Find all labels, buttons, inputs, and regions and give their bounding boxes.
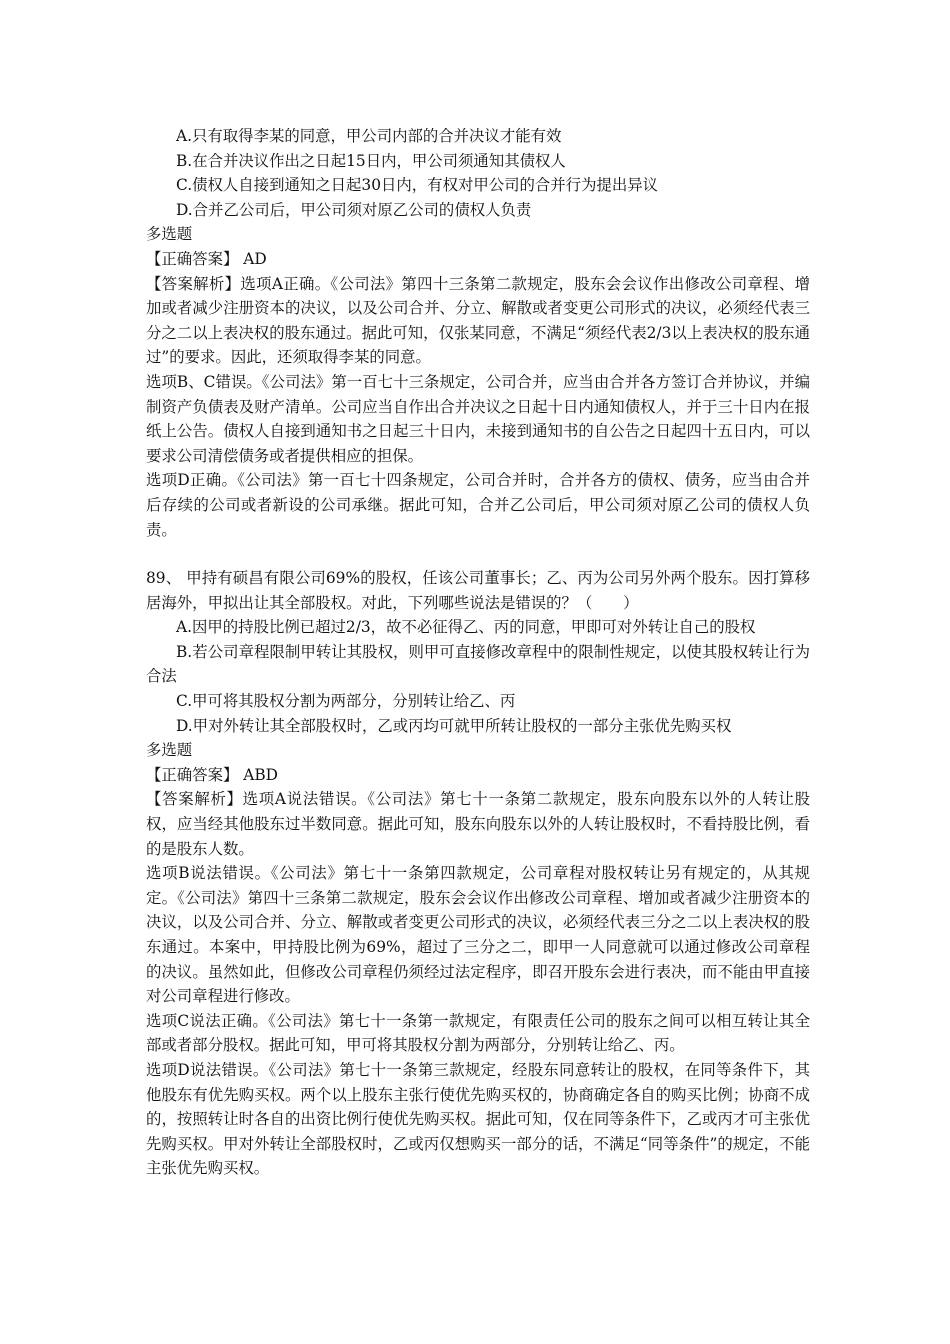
q89-analysis-b: 选项B说法错误。《公司法》第七十一条第四款规定，公司章程对股权转让另有规定的，从其规定。《公司法》第四十三条第二款规定，股东会会议作出修改公司章程、增加或者减少注册资本的决议，以及公司合并、分立、解散或者变更公司形式的决议，必须经代表三分之二以上表决权的股东通过。本案中，甲持股比例为69%，超过了三分之二，即甲一人同意就可以通过修改公司章程的决议。虽然如此，但修改公司章程仍须经过法定程序，即召开股东会进行表决，而不能由甲直接对公司章程进行修改。: [146, 864, 810, 1006]
q89-option-d: D.甲对外转让其全部股权时，乙或丙均可就甲所转让股权的一部分主张优先购买权: [176, 716, 732, 735]
q89-analysis-d: 选项D说法错误。《公司法》第七十一条第三款规定，经股东同意转让的股权，在同等条件下，其他股东有优先购买权。两个以上股东主张行使优先购买权的，协商确定各自的购买比例；协商不成的，按照转让时各自的出资比例行使优先购买权。据此可知，仅在同等条件下，乙或丙才可主张优先购买权。甲对外转让全部股权时，乙或丙仅想购买一部分的话，不满足“同等条件”的规定，不能主张优先购买权。: [146, 1060, 810, 1178]
question-89: [146, 566, 810, 1181]
q88-option-b: B.在合并决议作出之日起15日内，甲公司须通知其债权人: [176, 151, 566, 170]
q89-question-type: 多选题: [146, 741, 193, 760]
q89-option-b: B.若公司章程限制甲转让其股权，则甲可直接修改章程中的限制性规定，以使其股权转让行为合法: [146, 642, 810, 686]
q88-analysis-bc: 选项B、C错误。《公司法》第一百七十三条规定，公司合并，应当由合并各方签订合并协议，并编制资产负债表及财产清单。公司应当自作出合并决议之日起十日内通知债权人，并于三十日内在报纸上公告。债权人自接到通知书之日起三十日内，未接到通知书的自公告之日起四十五日内，可以要求公司清偿债务或者提供相应的担保。: [146, 372, 810, 465]
q88-option-a: A.只有取得李某的同意，甲公司内部的合并决议才能有效: [176, 127, 562, 145]
q88-analysis-d: 选项D正确。《公司法》第一百七十四条规定，公司合并时，合并各方的债权、债务，应当由合并后存续的公司或者新设的公司承继。据此可知，合并乙公司后，甲公司须对原乙公司的债权人负责。: [146, 471, 810, 539]
q88-question-type: 多选题: [146, 225, 193, 244]
q88-option-c: C.债权人自接到通知之日起30日内，有权对甲公司的合并行为提出异议: [176, 176, 659, 195]
q89-analysis-c: 选项C说法正确。《公司法》第七十一条第一款规定，有限责任公司的股东之间可以相互转让其全部或者部分股权。据此可知，甲可将其股权分割为两部分，分别转让给乙、丙。: [146, 1011, 810, 1055]
q88-correct-answer: 【正确答案】 AD: [146, 249, 267, 268]
q88-analysis-a: 【答案解析】选项A正确。《公司法》第四十三条第二款规定，股东会会议作出修改公司章程、增加或者减少注册资本的决议，以及公司合并、分立、解散或者变更公司形式的决议，必须经代表三分之二以上表决权的股东通过。据此可知，仅张某同意，不满足“须经代表2/3以上表决权的股东通过”的要求。因此，还须取得李某的同意。: [146, 274, 810, 367]
q89-stem: 89、 甲持有硕昌有限公司69%的股权，任该公司董事长；乙、丙为公司另外两个股东。因打算移居海外，甲拟出让其全部股权。对此，下列哪些说法是错误的？（ ）: [146, 569, 810, 612]
document-page: [146, 124, 810, 1181]
question-88-continuation: [146, 124, 810, 542]
q89-option-a: A.因甲的持股比例已超过2/3，故不必征得乙、丙的同意，甲即可对外转让自己的股权: [176, 618, 756, 637]
q88-option-d: D.合并乙公司后，甲公司须对原乙公司的债权人负责: [176, 200, 532, 219]
q89-analysis-a: 【答案解析】选项A说法错误。《公司法》第七十一条第二款规定，股东向股东以外的人转让股权，应当经其他股东过半数同意。据此可知，股东向股东以外的人转让股权时，不看持股比例，看的是股东人数。: [146, 790, 810, 858]
q89-correct-answer: 【正确答案】 ABD: [146, 765, 279, 784]
section-spacer: [146, 542, 810, 566]
q89-option-c: C.甲可将其股权分割为两部分，分别转让给乙、丙: [176, 692, 516, 711]
